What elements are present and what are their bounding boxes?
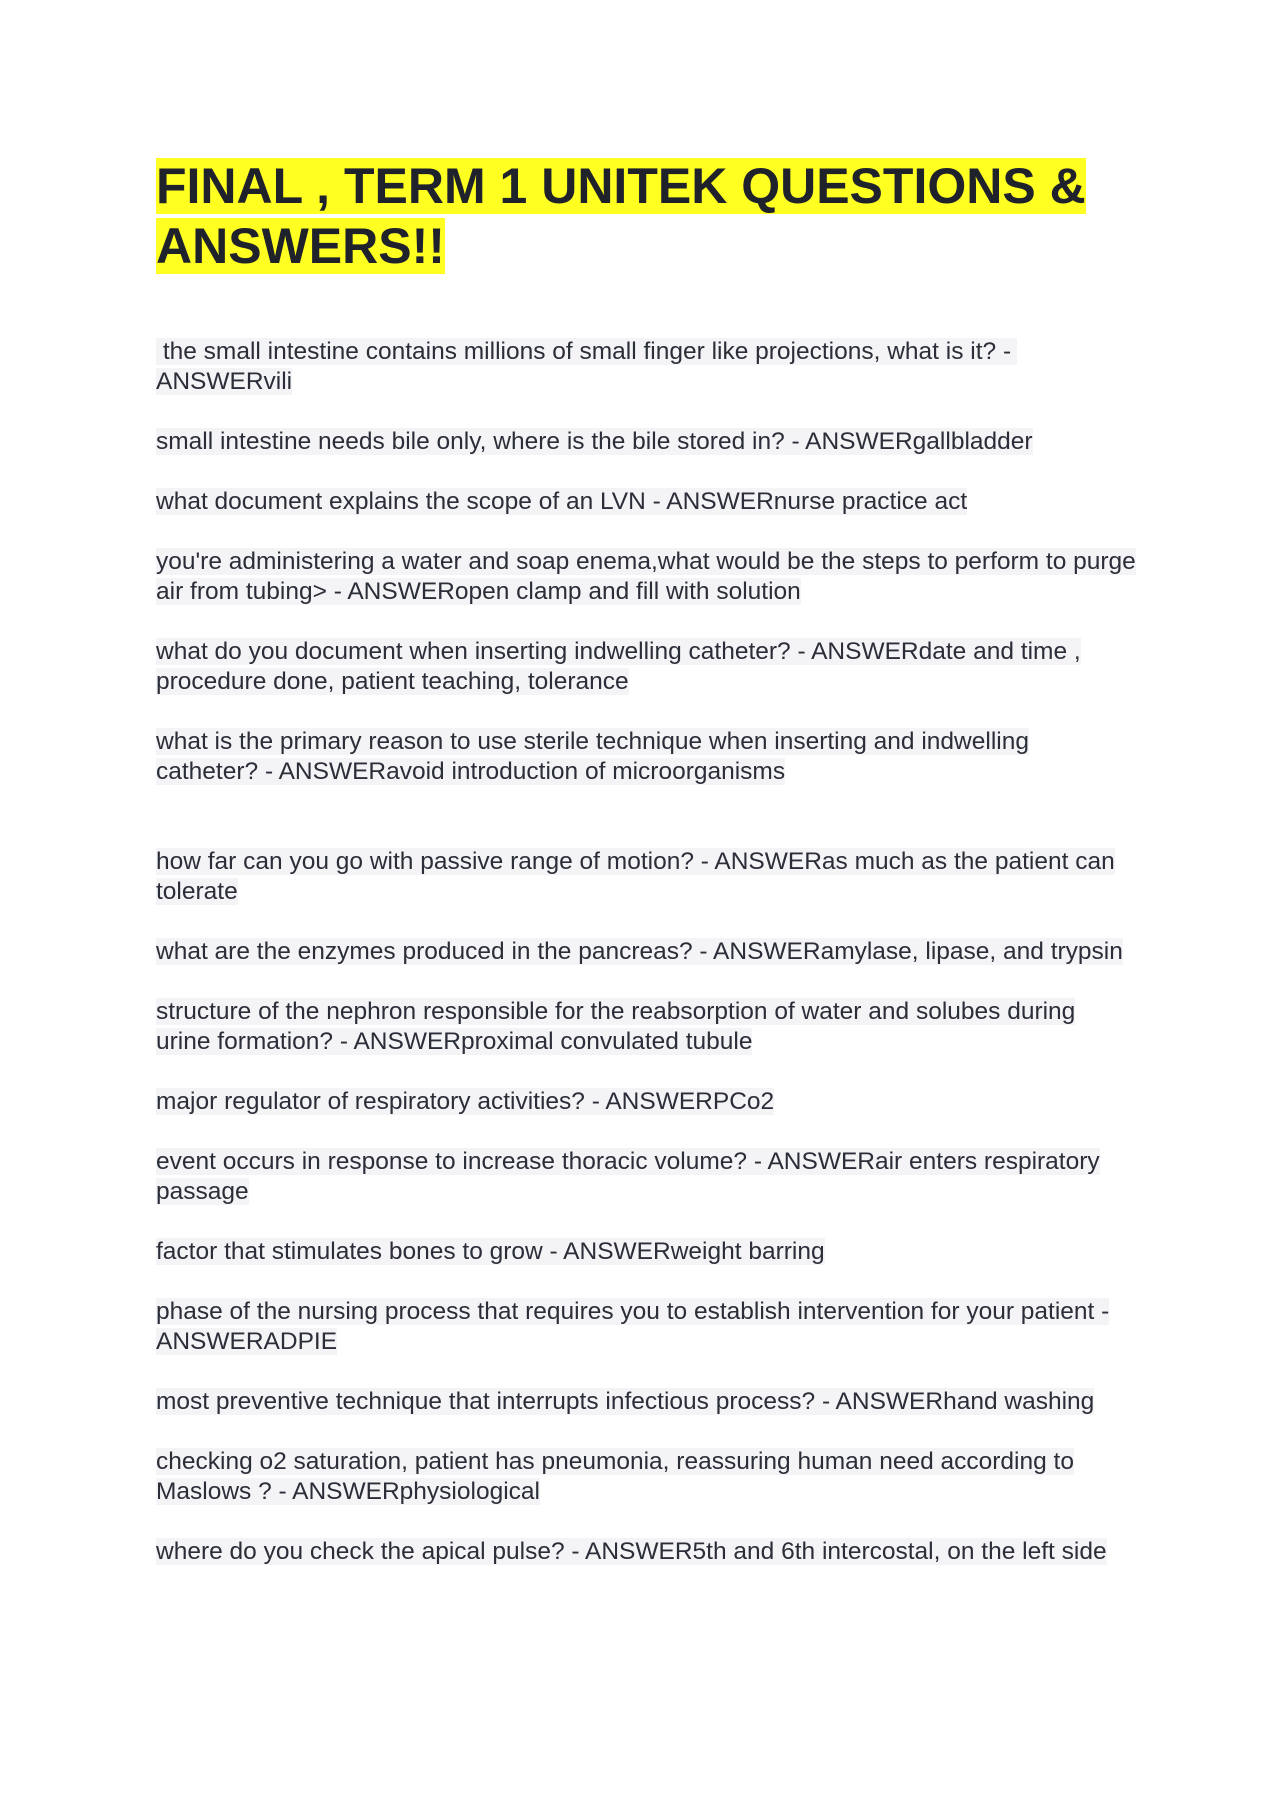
qa-text: most preventive technique that interrupts infectious process? - ANSWERhand washing bbox=[156, 1388, 1095, 1415]
qa-text: where do you check the apical pulse? - ANSWER5th and 6th intercostal, on the left side bbox=[156, 1538, 1107, 1565]
qa-item bbox=[156, 727, 1136, 787]
document-title bbox=[156, 156, 1136, 276]
qa-item bbox=[156, 997, 1136, 1057]
qa-text: what do you document when inserting indwelling catheter? - ANSWERdate and time , procedure done, patient teaching, tolerance bbox=[156, 638, 1081, 695]
qa-item bbox=[156, 847, 1136, 907]
document-page bbox=[156, 156, 1136, 1597]
qa-text: small intestine needs bile only, where is the bile stored in? - ANSWERgallbladder bbox=[156, 428, 1033, 455]
qa-item bbox=[156, 637, 1136, 697]
qa-item bbox=[156, 1387, 1136, 1417]
qa-item bbox=[156, 427, 1136, 457]
qa-item bbox=[156, 937, 1136, 967]
qa-text: checking o2 saturation, patient has pneumonia, reassuring human need according to Maslows ? - ANSWERphysiological bbox=[156, 1448, 1074, 1505]
qa-text: phase of the nursing process that requires you to establish intervention for your patient - ANSWERADPIE bbox=[156, 1298, 1110, 1355]
qa-text: what is the primary reason to use sterile technique when inserting and indwelling catheter? - ANSWERavoid introduction of microorganisms bbox=[156, 728, 1029, 785]
qa-item bbox=[156, 1297, 1136, 1357]
qa-text: structure of the nephron responsible for the reabsorption of water and solubes during urine formation? - ANSWERproximal convulated tubule bbox=[156, 998, 1076, 1055]
qa-text: how far can you go with passive range of motion? - ANSWERas much as the patient can tolerate bbox=[156, 848, 1115, 905]
qa-item bbox=[156, 1537, 1136, 1567]
qa-text: factor that stimulates bones to grow - ANSWERweight barring bbox=[156, 1238, 825, 1265]
qa-item bbox=[156, 1087, 1136, 1117]
qa-text: what document explains the scope of an LVN - ANSWERnurse practice act bbox=[156, 488, 968, 515]
qa-item bbox=[156, 337, 1136, 397]
qa-item bbox=[156, 547, 1136, 607]
qa-text: the small intestine contains millions of small finger like projections, what is it? - ANSWERvili bbox=[156, 338, 1017, 395]
qa-item bbox=[156, 487, 1136, 517]
qa-text: event occurs in response to increase thoracic volume? - ANSWERair enters respiratory passage bbox=[156, 1148, 1100, 1205]
qa-text: what are the enzymes produced in the pancreas? - ANSWERamylase, lipase, and trypsin bbox=[156, 938, 1123, 965]
title-highlight: FINAL , TERM 1 UNITEK QUESTIONS & ANSWERS!! bbox=[156, 158, 1086, 274]
qa-item bbox=[156, 1447, 1136, 1507]
qa-text: you're administering a water and soap enema,what would be the steps to perform to purge air from tubing> - ANSWERopen clamp and fill with solution bbox=[156, 548, 1136, 605]
qa-item bbox=[156, 1237, 1136, 1267]
qa-list bbox=[156, 337, 1136, 1567]
qa-text: major regulator of respiratory activities? - ANSWERPCo2 bbox=[156, 1088, 775, 1115]
qa-item bbox=[156, 1147, 1136, 1207]
